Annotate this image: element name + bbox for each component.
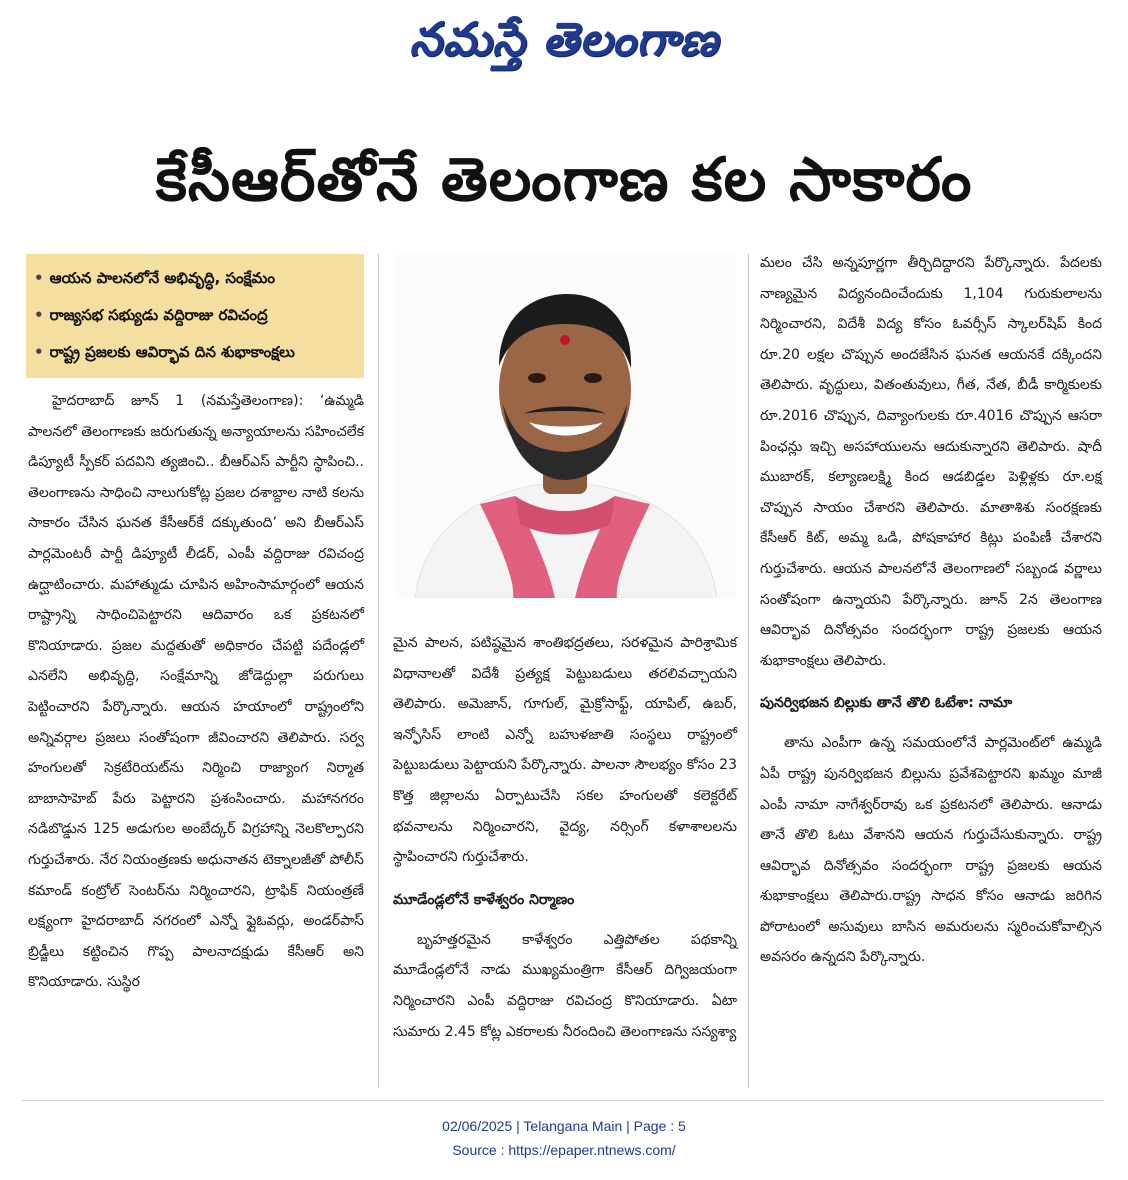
article-paragraph: మైన పాలన, పటిష్ఠమైన శాంతిభద్రతలు, సరళమైన పారిశ్రామిక విధానాలతో విదేశీ ప్రత్యక్ష పెట్టుబడులు తరలివచ్చాయని తెలిపారు. అమెజాన్, గూగుల్, మైక్రోసాఫ్ట్, యాపిల్, ఉబర్, ఇన్ఫోసిస్ లాంటి ఎన్నో బహుళజాతి సంస్థలు రాష్ట్రంలో పెట్టుబడులు పెట్టాయని పేర్కొన్నారు. పాలనా సౌలభ్యం కోసం 23 కొత్త జిల్లాలను ఏర్పాటుచేసి సకల హంగులతో కలెక్టరేట్ భవనాలను నిర్మించారని, వైద్య, నర్సింగ్ కళాశాలలను స్థాపించారని గుర్తుచేశారు.	[393, 635, 737, 866]
masthead	[0, 8, 1128, 70]
article-column-3	[760, 248, 1102, 1084]
masthead-logo: నమస్తే తెలంగాణ	[409, 12, 719, 66]
article-paragraph: బృహత్తరమైన కాళేశ్వరం ఎత్తిపోతల పథకాన్ని మూడేండ్లలోనే నాడు ముఖ్యమంత్రిగా కేసీఆర్ దిగ్విజయంగా నిర్మించారని ఎంపీ వద్దిరాజు రవిచంద్ర కొనియాడారు. ఏటా సుమారు 2.45 కోట్ల ఎకరాలకు నీరందించి తెలంగాణను సస్యశ్యా	[393, 931, 737, 1040]
section-subheading: పునర్విభజన బిల్లుకు తానే తొలి ఓటేశా: నామా	[760, 695, 1013, 712]
column-divider	[378, 254, 379, 1088]
highlights-box	[26, 254, 364, 378]
highlight-item: • రాష్ట్ర ప్రజలకు ఆవిర్భావ దిన శుభాకాంక్షలు	[34, 343, 295, 361]
article-paragraph: తాను ఎంపీగా ఉన్న సమయంలోనే పార్లమెంట్‌లో ఉమ్మడి ఏపీ రాష్ట్ర పునర్విభజన బిల్లును ప్రవేశపెట్టారని ఖమ్మం మాజీ ఎంపీ నామా నాగేశ్వర్‌రావు ఒక ప్రకటనలో తెలిపారు. ఆనాడు తానే తొలి ఓటు వేశానని ఆయన గుర్తుచేసుకున్నారు. రాష్ట్ర ఆవిర్భావ దినోత్సవం సందర్భంగా రాష్ట్ర ప్రజలకు ఆయన శుభాకాంక్షలు తెలిపారు.రాష్ట్ర సాధన కోసం ఆనాడు జరిగిన పోరాటంలో అసువులు బాసిన అమరులను స్మరించుకోవాల్సిన అవసరం ఉన్నదని పేర్కొన్నారు.	[760, 735, 1102, 966]
article-column-1	[28, 386, 364, 1086]
portrait-illustration	[395, 254, 735, 598]
footer-divider	[22, 1100, 1104, 1101]
article-headline: కేసీఆర్‌తోనే తెలంగాణ కల సాకారం	[155, 145, 973, 215]
section-subheading: మూడేండ్లలోనే కాళేశ్వరం నిర్మాణం	[393, 891, 575, 908]
bullet-icon: •	[34, 343, 44, 361]
column-divider	[748, 254, 749, 1088]
footer-source-link[interactable]: Source : https://epaper.ntnews.com/	[452, 1142, 676, 1158]
footer-edition-info: 02/06/2025 | Telangana Main | Page : 5	[442, 1118, 686, 1134]
article-paragraph: మలం చేసి అన్నపూర్ణగా తీర్చిదిద్దారని పేర్కొన్నారు. పేదలకు నాణ్యమైన విద్యనందించేందుకు 1,104 గురుకులాలను నిర్మించారని, విదేశీ విద్య కోసం ఓవర్సీస్ స్కాలర్‌షిప్ కింద రూ.20 లక్షల చొప్పున అందజేసిన ఘనత ఆయనకే దక్కిందని తెలిపారు. వృద్ధులు, వితంతువులు, గీత, నేత, బీడీ కార్మికులకు రూ.2016 చొప్పున, దివ్యాంగులకు రూ.4016 చొప్పున ఆసరా పింఛన్లు ఇచ్చి అసహాయులను ఆదుకున్నారని తెలిపారు. షాదీ ముబారక్, కల్యాణలక్ష్మి కింద ఆడబిడ్డల పెళ్లిళ్లకు రూ.లక్ష చొప్పున సాయం చేశారని తెలిపారు. మాతాశిశు సంరక్షణకు కేసీఆర్ కిట్, అమ్మ ఒడి, పోషకాహార కిట్లు పంపిణీ చేశారని గుర్తుచేశారు. ఆయన పాలనలోనే తెలంగాణలో సబ్బండ వర్ణాలు సంతోషంగా ఉన్నాయని పేర్కొన్నారు. జూన్ 2న తెలంగాణ ఆవిర్భావ దినోత్సవం సందర్భంగా రాష్ట్ర ప్రజలకు ఆయన శుభాకాంక్షలు తెలిపారు.	[760, 255, 1102, 669]
article-column-2	[393, 628, 737, 1088]
article-paragraph: హైదరాబాద్ జూన్ 1 (నమస్తేతెలంగాణ): ‘ఉమ్మడి పాలనలో తెలంగాణకు జరుగుతున్న అన్యాయాలను సహించలేక డిప్యూటీ స్పీకర్ పదవిని త్యజించి.. బీఆర్‌ఎస్ పార్టీని స్థాపించి.. తెలంగాణను సాధించి నాలుగుకోట్ల ప్రజల దశాబ్దాల నాటి కలను సాకారం చేసిన ఘనత కేసీఆర్‌కే దక్కుతుంది’ అని బీఆర్‌ఎస్ పార్లమెంటరీ పార్టీ డిప్యూటీ లీడర్, ఎంపీ వద్దిరాజు రవిచంద్ర ఉద్ఘాటించారు. మహాత్ముడు చూపిన అహింసామార్గంలో ఆయన రాష్ట్రాన్ని సాధించిపెట్టారని ఆదివారం ఒక ప్రకటనలో కొనియాడారు. ప్రజల మద్దతుతో అధికారం చేపట్టి పదేండ్లలో ఎనలేని అభివృద్ధి, సంక్షేమాన్ని జోడెద్దుల్లా పరుగులు పెట్టించారని పేర్కొన్నారు. ఆయన హయాంలో రాష్ట్రంలోని అన్నివర్గాల ప్రజలు సంతోషంగా జీవించారని తెలిపారు. సర్వ హంగులతో సెక్రటేరియట్‌ను నిర్మించి రాజ్యాంగ నిర్మాత బాబాసాహెబ్ పేరు పెట్టారని ప్రశంసించారు. మహానగరం నడిబొడ్డున 125 అడుగుల అంబేద్కర్ విగ్రహాన్ని నెలకొల్పారని గుర్తుచేశారు. నేర నియంత్రణకు అధునాతన టెక్నాలజీతో పోలీస్ కమాండ్ కంట్రోల్ సెంటర్‌ను నిర్మించారని, ట్రాఫిక్ నియంత్రణే లక్ష్యంగా హైదరాబాద్ నగరంలో ఎన్నో ఫ్లైఓవర్లు, అండర్‌పాస్ బ్రిడ్జీలు కట్టించిన గొప్ప పాలనాదక్షుడు కేసీఆర్ అని కొనియాడారు. సుస్థిర	[28, 393, 364, 991]
bullet-icon: •	[34, 306, 44, 324]
highlight-item: • రాజ్యసభ సభ్యుడు వద్దిరాజు రవిచంద్ర	[34, 306, 268, 324]
portrait-photo	[395, 254, 735, 598]
bullet-icon: •	[34, 269, 44, 287]
highlight-item: • ఆయన పాలనలోనే అభివృద్ధి, సంక్షేమం	[34, 269, 275, 287]
